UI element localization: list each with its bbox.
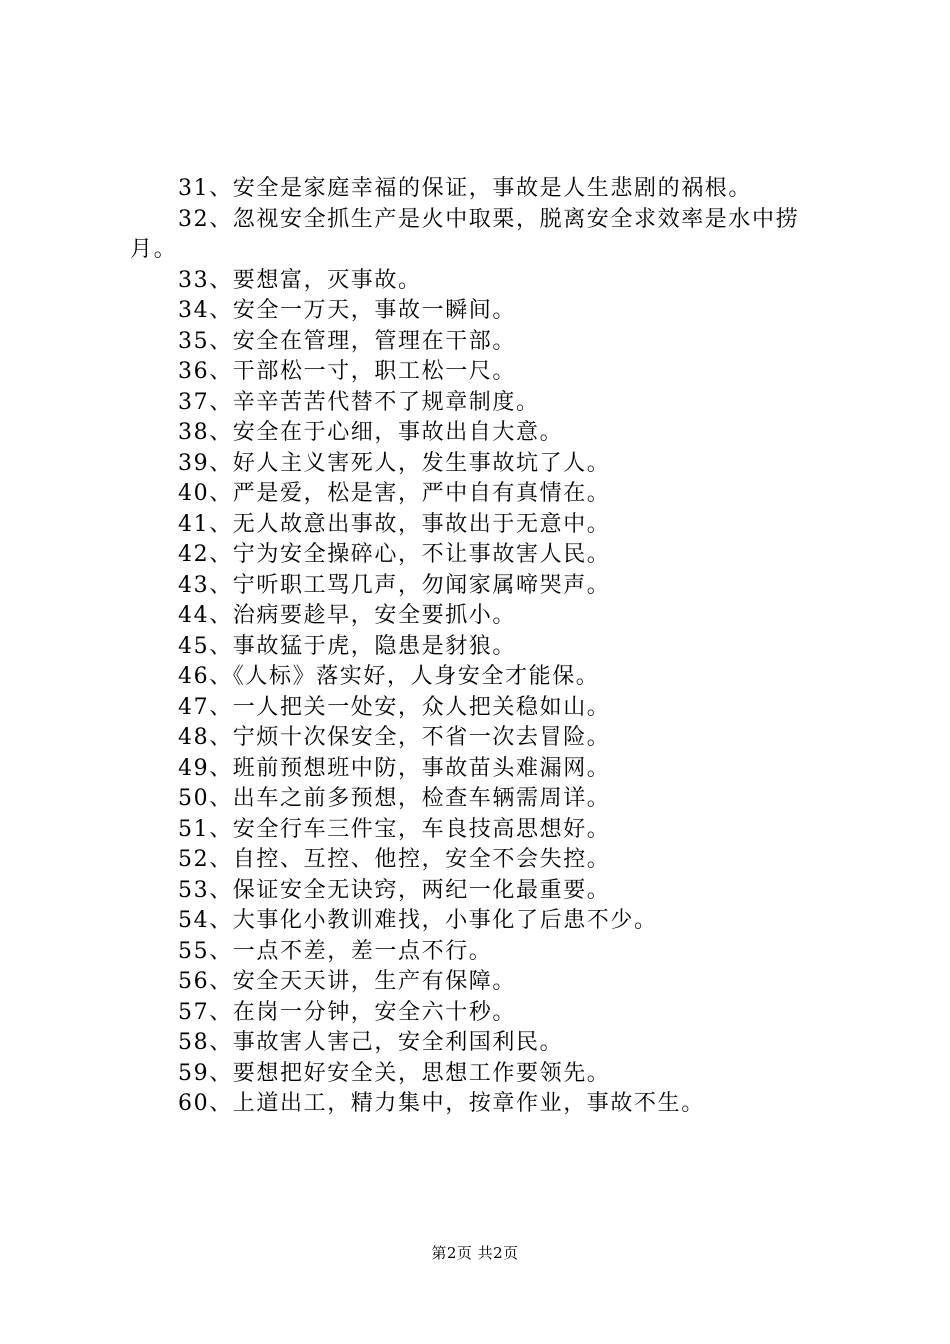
list-item: 34、安全一万天，事故一瞬间。 bbox=[178, 298, 516, 323]
list-item: 47、一人把关一处安，众人把关稳如山。 bbox=[178, 694, 611, 720]
list-item: 54、大事化小教训难找，小事化了后患不少。 bbox=[178, 908, 658, 933]
list-item: 48、宁烦十次保安全，不省一次去冒险。 bbox=[178, 725, 611, 750]
list-item: 32、忽视安全抓生产是火中取栗，脱离安全求效率是水中捞月。 bbox=[130, 206, 800, 262]
list-item: 57、在岗一分钟，安全六十秒。 bbox=[178, 999, 516, 1025]
list-item: 43、宁听职工骂几声，勿闻家属啼哭声。 bbox=[178, 572, 611, 598]
list-item: 51、安全行车三件宝，车良技高思想好。 bbox=[178, 816, 611, 842]
list-item: 60、上道出工，精力集中，按章作业，事故不生。 bbox=[178, 1091, 705, 1116]
list-item: 36、干部松一寸，职工松一尺。 bbox=[178, 359, 516, 384]
list-item: 42、宁为安全操碎心，不让事故害人民。 bbox=[178, 542, 611, 567]
list-item: 52、自控、互控、他控，安全不会失控。 bbox=[178, 847, 611, 872]
list-item: 39、好人主义害死人，发生事故坑了人。 bbox=[178, 450, 611, 476]
list-item: 58、事故害人害己，安全利国利民。 bbox=[178, 1030, 564, 1055]
list-item: 56、安全天天讲，生产有保障。 bbox=[178, 969, 516, 994]
list-item: 37、辛辛苦苦代替不了规章制度。 bbox=[178, 389, 540, 415]
list-item: 41、无人故意出事故，事故出于无意中。 bbox=[178, 511, 611, 537]
list-item: 49、班前预想班中防，事故苗头难漏网。 bbox=[178, 755, 611, 781]
list-item: 40、严是爱，松是害，严中自有真情在。 bbox=[178, 481, 611, 506]
list-item: 53、保证安全无诀窍，两纪一化最重要。 bbox=[178, 877, 611, 903]
list-item: 31、安全是家庭幸福的保证，事故是人生悲剧的祸根。 bbox=[178, 176, 752, 201]
page-number-footer: 第2页 共2页 bbox=[431, 1244, 519, 1262]
list-item: 50、出车之前多预想，检查车辆需周详。 bbox=[178, 786, 611, 811]
list-item: 44、治病要趁早，安全要抓小。 bbox=[178, 603, 516, 628]
list-item: 55、一点不差，差一点不行。 bbox=[178, 938, 493, 964]
list-item: 35、安全在管理，管理在干部。 bbox=[178, 328, 516, 354]
list-item: 59、要想把好安全关，思想工作要领先。 bbox=[178, 1060, 611, 1086]
list-item: 33、要想富，灭事故。 bbox=[178, 267, 422, 293]
list-item: 46、《人标》落实好，人身安全才能保。 bbox=[178, 664, 600, 689]
slogan-list bbox=[130, 174, 835, 1120]
list-item: 38、安全在于心细，事故出自大意。 bbox=[178, 420, 564, 445]
list-item: 45、事故猛于虎，隐患是豺狼。 bbox=[178, 633, 516, 659]
